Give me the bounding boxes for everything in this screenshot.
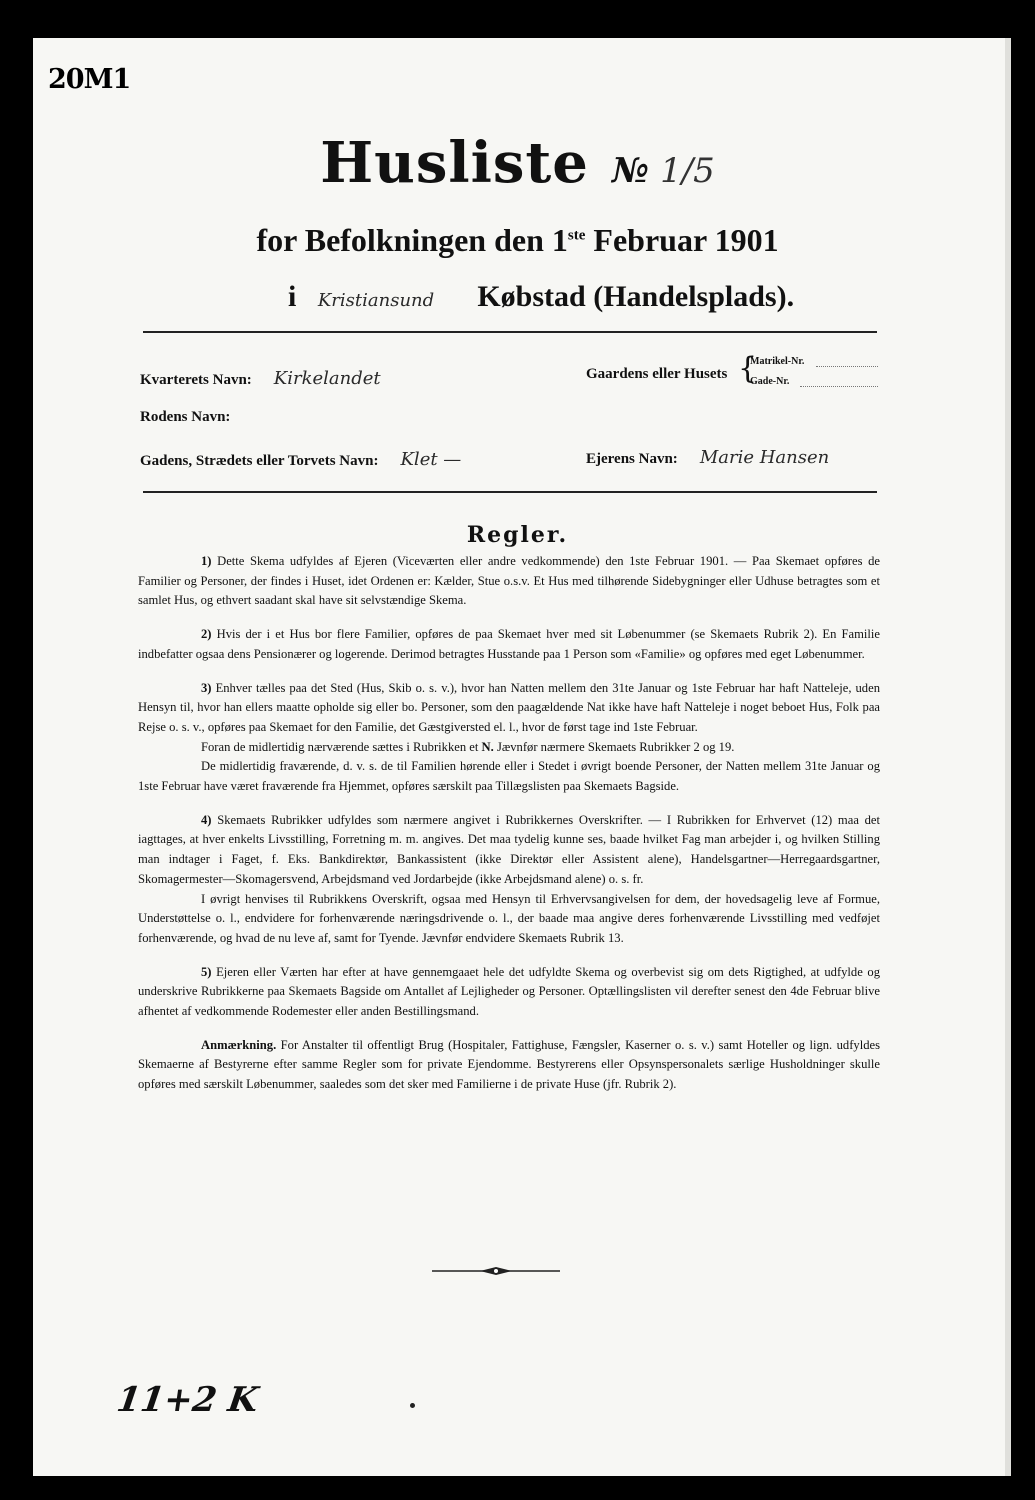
town-line: [288, 280, 794, 314]
rule-3-number: 3): [201, 680, 212, 695]
number-value: 1/5: [660, 151, 715, 191]
gade-nr-blank: [800, 386, 878, 387]
ornament-divider: [432, 1266, 560, 1276]
eier-label: Ejerens Navn:: [586, 451, 678, 467]
brace-icon: {: [738, 351, 758, 386]
rule-3-foran-n: N.: [481, 739, 494, 754]
rule-4-number: 4): [201, 812, 212, 827]
subtitle-sup: ste: [567, 227, 586, 244]
rule-2-number: 2): [201, 627, 212, 642]
rules-body: [138, 552, 880, 1109]
rule-2-text: Hvis der i et Hus bor flere Familier, opføres de paa Skemaet hver med sit Løbenummer (se Skemaets Rubrik 2). En Familie indbefatter ogsaa dens Pensionærer og logerende. Derimod betragtes Husstande paa 1 Person som «Familie» og opføres med eget Løbenummer.: [138, 627, 880, 661]
rule-3-foran-pre: Foran de midlertidig nærværende sættes i Rubrikken et: [201, 739, 479, 754]
title-row: [0, 130, 1035, 196]
gade-navn-field: [140, 449, 461, 470]
rule-3-fravaerende: De midlertidig fraværende, d. v. s. de til Familien hørende eller i Stedet i øvrigt boende Personer, der Natten mellem 31te Januar og 1ste Februar have været fraværende fra Hjemmet, opføres særskilt paa Tillægslisten paa Skemaets Bagside.: [138, 759, 880, 794]
rule-4: [138, 811, 880, 890]
kvarter-field: [140, 368, 381, 389]
rule-3-text: Enhver tælles paa det Sted (Hus, Skib o. s. v.), hvor han Natten mellem den 31te Januar og 1ste Februar har haft Natteleje, uden Hensyn til, hvor han ellers maatte opholde sig eller bo. Personer, som den paagældende Nat ikke have haft Natteleje i noget beboet Hus, Folk paa Rejse o. s. v., opføres paa Skemaet for den Familie, det Gæstgiversted el. l., hvor de først tage ind 1ste Februar.: [138, 680, 880, 734]
town-suffix: Købstad (Handelsplads).: [477, 280, 795, 313]
rule-3-foran-post: Jævnfør nærmere Skemaets Rubrikker 2 og 19.: [496, 739, 735, 754]
rule-4-text: Skemaets Rubrikker udfyldes som nærmere angivet i Rubrikkernes Overskrifter. — I Rubrikken for Erhvervet (12) maa det iagttages, at hver enkelts Livsstilling, Forretning m. m. angives. Det maa tydelig kunne ses, baade hvilket Fag man arbejder i, og hvilken Stilling man indtager i Faget, f. Eks. Bankdirektør, Bankassistent (ikke Direktør eller Assistent alene), Handelsgartner—Herregaardsgartner, Skomagermester—Skomagersvend, Arbejdsmand ved Jordarbejde (ikke Arbejdsmand alene) o. s. fr.: [138, 812, 880, 886]
rules-heading: Regler.: [466, 522, 569, 548]
matrikel-blank: [816, 366, 878, 367]
gaard-label: Gaardens eller Husets: [586, 366, 728, 382]
divider-top: [143, 331, 877, 333]
handwritten-bottom-note: 11+2 K: [114, 1380, 261, 1420]
rule-3: [138, 679, 880, 738]
town-handwritten: Kristiansund: [317, 290, 435, 311]
kvarter-value: Kirkelandet: [273, 368, 381, 389]
subtitle: [0, 222, 1035, 259]
rule-1: [138, 552, 880, 611]
eier-field: [586, 447, 829, 468]
gade-navn-value: Klet —: [400, 449, 462, 470]
rule-1-number: 1): [201, 554, 212, 568]
eier-value: Marie Hansen: [699, 447, 830, 468]
rule-2: [138, 625, 880, 664]
subtitle-suffix: Februar 1901: [593, 222, 779, 258]
rule-4-continued: I øvrigt henvises til Rubrikkens Overskrift, ogsaa med Hensyn til Erhvervsangivelsen for dem, der hovedsagelig leve af Formue, Understøttelse o. l., endvidere for forhenværende næringsdrivende o. l., der baade maa angive deres forhenværende Livsstilling med vedføjet forhenværende, og hvad de nu leve af, samt for Tyende. Jævnfør endvidere Skemaets Rubrik 13.: [138, 891, 880, 945]
rule-3-foran: [138, 738, 880, 758]
rule-1-text: Dette Skema udfyldes af Ejeren (Viceværten eller andre vedkommende) den 1ste Februar 1901. — Paa Skemaet opføres de Familier og Personer, der findes i Huset, idet Ordenen er: Kælder, Stue o.s.v. Et Hus med tilhørende Sidebygninger eller Udhuse betragtes som et samlet Hus, og ethvert saadant skal have sit selvstændige Skema.: [138, 554, 880, 608]
page-title: Husliste: [320, 130, 589, 196]
archive-stamp-id: 20M1: [48, 64, 131, 95]
gade-nr-label: Gade-Nr.: [750, 376, 790, 387]
matrikel-label: Matrikel-Nr.: [750, 356, 805, 367]
town-prefix: i: [288, 280, 297, 313]
rule-5-text: Ejeren eller Værten har efter at have gennemgaaet hele det udfyldte Skema og overbevist sig om dets Rigtighed, at udfylde og underskrive Rubrikkerne paa Skemaets Bagside om Antallet af Lejligheder og Personer. Optællingslisten vil derefter senest den 4de Februar blive afhentet af vedkommende Rodemester eller anden Bestillingsmand.: [138, 964, 880, 1019]
ink-dot: [410, 1403, 415, 1408]
subtitle-prefix: for Befolkningen den 1: [256, 222, 568, 258]
rule-5: [138, 963, 880, 1022]
roden-label: Rodens Navn:: [140, 409, 231, 425]
divider-bottom: [143, 491, 877, 493]
gade-navn-label: Gadens, Strædets eller Torvets Navn:: [140, 453, 379, 469]
rule-5-number: 5): [201, 964, 212, 979]
note: [138, 1036, 880, 1095]
note-text: For Anstalter til offentligt Brug (Hospitaler, Fattighuse, Fængsler, Kaserner o. s. v.) samt Hoteller og lign. udfyldes Skemaerne af Bestyrerne efter samme Regler som for private Ejendomme. Bestyrerens eller Opsynspersonalets særlige Husholdninger skulle opføres med særskilt Løbenummer, saaledes som det sker med Familierne i de private Huse (jfr. Rubrik 2).: [138, 1037, 881, 1092]
note-label: Anmærkning.: [201, 1037, 277, 1052]
number-label: №: [612, 151, 649, 191]
kvarter-label: Kvarterets Navn:: [140, 372, 252, 388]
